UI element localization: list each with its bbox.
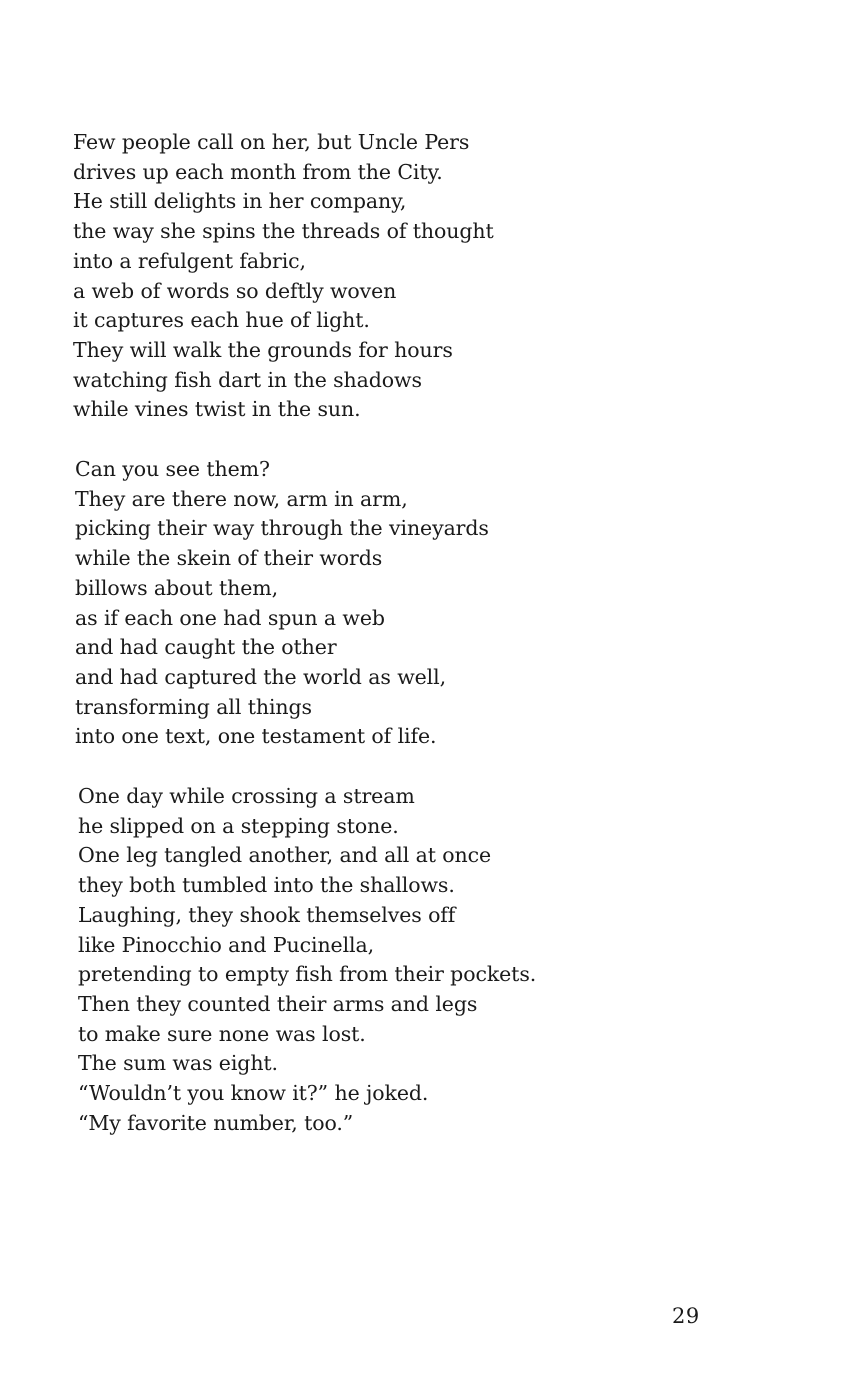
poem-line: “My favorite number, too.” [78,1110,354,1135]
poem-line: picking their way through the vineyards [75,516,489,541]
poem-line: drives up each month from the City. [73,159,443,184]
poem-line: Can you see them? [75,457,270,482]
poem-line: “Wouldn’t you know it?” he joked. [78,1081,429,1106]
poem-line: the way she spins the threads of thought [73,219,494,244]
poem-line: into one text, one testament of life. [75,724,437,749]
poem-line: One day while crossing a stream [78,784,415,809]
poem-line: while the skein of their words [75,546,383,571]
poem-line: Few people call on her, but Uncle Pers [73,130,470,154]
poem-line: billows about them, [75,575,278,600]
poem-line: like Pinocchio and Pucinella, [78,932,375,957]
poem [73,128,593,1139]
poem-line: he slipped on a stepping stone. [78,813,399,838]
stanza-2 [73,455,593,752]
page-number: 29 [672,1304,700,1328]
poem-line: into a refulgent fabric, [73,248,306,273]
poem-line: while vines twist in the sun. [73,397,361,422]
poem-line: watching fish dart in the shadows [73,367,422,392]
poem-line: a web of words so deftly woven [73,278,397,303]
poem-line: The sum was eight. [78,1051,278,1076]
poem-line: They are there now, arm in arm, [75,486,408,511]
poem-line: One leg tangled another, and all at once [78,843,492,868]
poem-line: He still delights in her company, [73,189,407,214]
poem-line: pretending to empty fish from their pockets. [78,962,537,987]
stanza-1 [73,128,593,425]
poem-line: as if each one had spun a web [75,605,385,630]
poem-line: to make sure none was lost. [78,1021,366,1046]
stanza-3 [73,782,593,1138]
poem-line: and had caught the other [75,635,337,660]
poem-line: transforming all things [75,694,312,719]
poem-line: Laughing, they shook themselves off [78,902,456,927]
poem-line: it captures each hue of light. [73,308,370,333]
poem-line: Then they counted their arms and legs [78,991,478,1016]
poem-line: and had captured the world as well, [75,664,447,689]
poem-line: They will walk the grounds for hours [73,337,453,362]
poem-line: they both tumbled into the shallows. [78,873,455,898]
